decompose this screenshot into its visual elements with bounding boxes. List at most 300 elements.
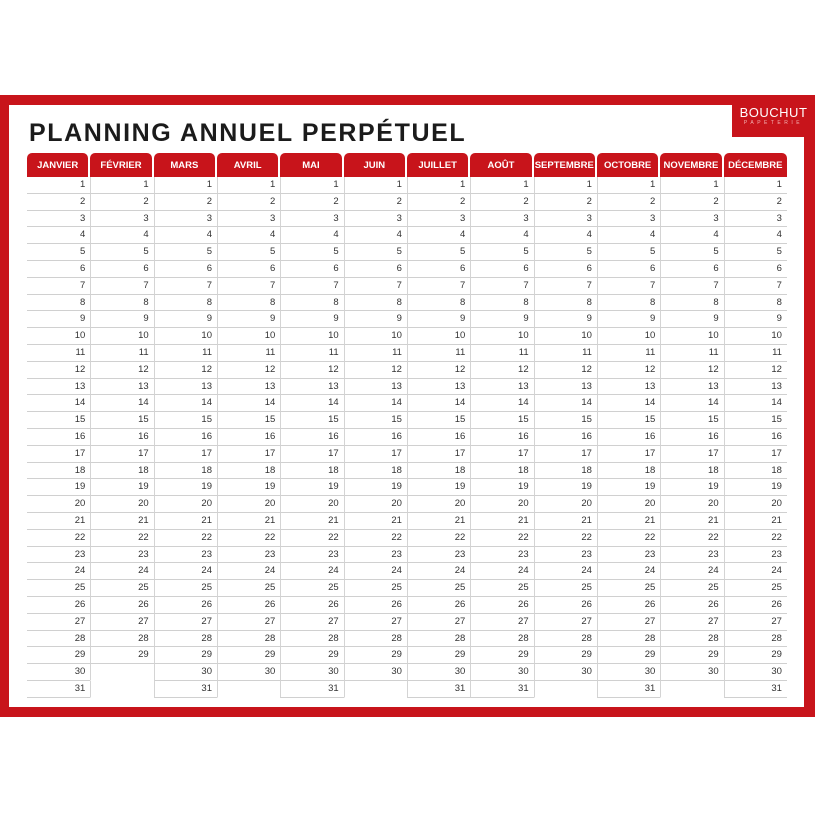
- day-cell[interactable]: 3: [217, 211, 280, 228]
- day-cell[interactable]: 2: [280, 194, 343, 211]
- day-cell[interactable]: 30: [217, 664, 280, 681]
- day-cell[interactable]: 6: [344, 261, 407, 278]
- day-cell[interactable]: 1: [90, 177, 153, 194]
- day-cell[interactable]: 30: [27, 664, 90, 681]
- day-cell[interactable]: 13: [597, 379, 660, 396]
- day-cell[interactable]: 30: [660, 664, 723, 681]
- day-cell[interactable]: 5: [154, 244, 217, 261]
- day-cell[interactable]: 25: [280, 580, 343, 597]
- day-cell[interactable]: 21: [154, 513, 217, 530]
- day-cell[interactable]: 26: [280, 597, 343, 614]
- day-cell[interactable]: 9: [597, 311, 660, 328]
- day-cell[interactable]: 10: [534, 328, 597, 345]
- day-cell[interactable]: 6: [660, 261, 723, 278]
- day-cell[interactable]: 27: [217, 614, 280, 631]
- day-cell[interactable]: 14: [280, 395, 343, 412]
- day-cell[interactable]: 9: [280, 311, 343, 328]
- day-cell[interactable]: 13: [90, 379, 153, 396]
- day-cell[interactable]: 26: [344, 597, 407, 614]
- day-cell[interactable]: 10: [724, 328, 787, 345]
- day-cell[interactable]: 7: [280, 278, 343, 295]
- day-cell[interactable]: 18: [597, 463, 660, 480]
- day-cell[interactable]: 16: [534, 429, 597, 446]
- day-cell[interactable]: 10: [344, 328, 407, 345]
- day-cell[interactable]: 30: [280, 664, 343, 681]
- day-cell[interactable]: 15: [280, 412, 343, 429]
- day-cell[interactable]: 19: [217, 479, 280, 496]
- day-cell[interactable]: 18: [534, 463, 597, 480]
- day-cell[interactable]: 25: [724, 580, 787, 597]
- day-cell[interactable]: 15: [724, 412, 787, 429]
- day-cell[interactable]: 14: [660, 395, 723, 412]
- day-cell[interactable]: 21: [90, 513, 153, 530]
- day-cell[interactable]: 2: [344, 194, 407, 211]
- day-cell[interactable]: 1: [660, 177, 723, 194]
- day-cell[interactable]: 29: [280, 647, 343, 664]
- day-cell[interactable]: 23: [660, 547, 723, 564]
- day-cell[interactable]: 8: [280, 295, 343, 312]
- day-cell[interactable]: 8: [344, 295, 407, 312]
- day-cell[interactable]: 28: [344, 631, 407, 648]
- day-cell[interactable]: 31: [280, 681, 343, 698]
- day-cell[interactable]: 28: [27, 631, 90, 648]
- day-cell[interactable]: 28: [470, 631, 533, 648]
- day-cell[interactable]: 3: [660, 211, 723, 228]
- day-cell[interactable]: 15: [27, 412, 90, 429]
- day-cell[interactable]: 6: [154, 261, 217, 278]
- day-cell[interactable]: 9: [90, 311, 153, 328]
- day-cell[interactable]: 5: [344, 244, 407, 261]
- day-cell[interactable]: 4: [407, 227, 470, 244]
- day-cell[interactable]: 23: [597, 547, 660, 564]
- day-cell[interactable]: 8: [470, 295, 533, 312]
- day-cell[interactable]: 19: [90, 479, 153, 496]
- day-cell[interactable]: 26: [217, 597, 280, 614]
- day-cell[interactable]: 4: [154, 227, 217, 244]
- day-cell[interactable]: [90, 681, 153, 698]
- day-cell[interactable]: 7: [217, 278, 280, 295]
- day-cell[interactable]: 21: [470, 513, 533, 530]
- day-cell[interactable]: 19: [154, 479, 217, 496]
- day-cell[interactable]: 16: [407, 429, 470, 446]
- day-cell[interactable]: 12: [597, 362, 660, 379]
- day-cell[interactable]: 20: [724, 496, 787, 513]
- day-cell[interactable]: 22: [407, 530, 470, 547]
- day-cell[interactable]: 12: [90, 362, 153, 379]
- day-cell[interactable]: 28: [154, 631, 217, 648]
- day-cell[interactable]: 2: [407, 194, 470, 211]
- day-cell[interactable]: 27: [344, 614, 407, 631]
- day-cell[interactable]: 13: [344, 379, 407, 396]
- day-cell[interactable]: 25: [534, 580, 597, 597]
- day-cell[interactable]: 8: [27, 295, 90, 312]
- day-cell[interactable]: 26: [724, 597, 787, 614]
- day-cell[interactable]: 17: [660, 446, 723, 463]
- day-cell[interactable]: 8: [724, 295, 787, 312]
- day-cell[interactable]: 25: [217, 580, 280, 597]
- day-cell[interactable]: 21: [407, 513, 470, 530]
- day-cell[interactable]: 22: [154, 530, 217, 547]
- day-cell[interactable]: 22: [27, 530, 90, 547]
- day-cell[interactable]: 9: [534, 311, 597, 328]
- day-cell[interactable]: 10: [280, 328, 343, 345]
- day-cell[interactable]: 7: [470, 278, 533, 295]
- day-cell[interactable]: 16: [344, 429, 407, 446]
- day-cell[interactable]: 14: [27, 395, 90, 412]
- day-cell[interactable]: 21: [534, 513, 597, 530]
- day-cell[interactable]: 22: [280, 530, 343, 547]
- day-cell[interactable]: 17: [724, 446, 787, 463]
- day-cell[interactable]: 20: [90, 496, 153, 513]
- day-cell[interactable]: 19: [660, 479, 723, 496]
- day-cell[interactable]: 27: [154, 614, 217, 631]
- day-cell[interactable]: 12: [344, 362, 407, 379]
- day-cell[interactable]: 26: [27, 597, 90, 614]
- day-cell[interactable]: 2: [154, 194, 217, 211]
- day-cell[interactable]: 10: [597, 328, 660, 345]
- day-cell[interactable]: 12: [407, 362, 470, 379]
- day-cell[interactable]: 5: [407, 244, 470, 261]
- day-cell[interactable]: 28: [217, 631, 280, 648]
- day-cell[interactable]: 24: [407, 563, 470, 580]
- day-cell[interactable]: 5: [217, 244, 280, 261]
- day-cell[interactable]: 18: [90, 463, 153, 480]
- day-cell[interactable]: 17: [407, 446, 470, 463]
- day-cell[interactable]: 28: [660, 631, 723, 648]
- day-cell[interactable]: 29: [407, 647, 470, 664]
- day-cell[interactable]: 22: [90, 530, 153, 547]
- day-cell[interactable]: 10: [407, 328, 470, 345]
- day-cell[interactable]: 16: [280, 429, 343, 446]
- day-cell[interactable]: 5: [660, 244, 723, 261]
- day-cell[interactable]: 12: [27, 362, 90, 379]
- day-cell[interactable]: 28: [280, 631, 343, 648]
- day-cell[interactable]: 15: [344, 412, 407, 429]
- day-cell[interactable]: 14: [217, 395, 280, 412]
- day-cell[interactable]: 2: [217, 194, 280, 211]
- day-cell[interactable]: 14: [534, 395, 597, 412]
- day-cell[interactable]: 20: [280, 496, 343, 513]
- day-cell[interactable]: 5: [280, 244, 343, 261]
- day-cell[interactable]: 3: [470, 211, 533, 228]
- day-cell[interactable]: 23: [344, 547, 407, 564]
- day-cell[interactable]: 29: [470, 647, 533, 664]
- day-cell[interactable]: 18: [407, 463, 470, 480]
- day-cell[interactable]: [90, 664, 153, 681]
- day-cell[interactable]: [660, 681, 723, 698]
- day-cell[interactable]: 25: [407, 580, 470, 597]
- day-cell[interactable]: 8: [217, 295, 280, 312]
- day-cell[interactable]: 9: [724, 311, 787, 328]
- day-cell[interactable]: 14: [407, 395, 470, 412]
- day-cell[interactable]: 29: [154, 647, 217, 664]
- day-cell[interactable]: 19: [344, 479, 407, 496]
- day-cell[interactable]: 30: [534, 664, 597, 681]
- day-cell[interactable]: 30: [344, 664, 407, 681]
- day-cell[interactable]: 7: [90, 278, 153, 295]
- day-cell[interactable]: 26: [154, 597, 217, 614]
- day-cell[interactable]: 4: [344, 227, 407, 244]
- day-cell[interactable]: 20: [217, 496, 280, 513]
- day-cell[interactable]: 19: [27, 479, 90, 496]
- day-cell[interactable]: 13: [470, 379, 533, 396]
- day-cell[interactable]: 27: [280, 614, 343, 631]
- day-cell[interactable]: 7: [724, 278, 787, 295]
- day-cell[interactable]: 13: [407, 379, 470, 396]
- day-cell[interactable]: 24: [27, 563, 90, 580]
- day-cell[interactable]: 28: [724, 631, 787, 648]
- day-cell[interactable]: 3: [407, 211, 470, 228]
- day-cell[interactable]: 11: [217, 345, 280, 362]
- day-cell[interactable]: 23: [724, 547, 787, 564]
- day-cell[interactable]: 20: [534, 496, 597, 513]
- day-cell[interactable]: 30: [597, 664, 660, 681]
- day-cell[interactable]: 10: [27, 328, 90, 345]
- day-cell[interactable]: 8: [534, 295, 597, 312]
- day-cell[interactable]: 22: [724, 530, 787, 547]
- day-cell[interactable]: 10: [470, 328, 533, 345]
- day-cell[interactable]: 13: [217, 379, 280, 396]
- day-cell[interactable]: 4: [27, 227, 90, 244]
- day-cell[interactable]: 26: [90, 597, 153, 614]
- day-cell[interactable]: 10: [217, 328, 280, 345]
- day-cell[interactable]: 28: [534, 631, 597, 648]
- day-cell[interactable]: 19: [724, 479, 787, 496]
- day-cell[interactable]: 18: [27, 463, 90, 480]
- day-cell[interactable]: 24: [154, 563, 217, 580]
- day-cell[interactable]: 2: [597, 194, 660, 211]
- day-cell[interactable]: 5: [27, 244, 90, 261]
- day-cell[interactable]: 1: [217, 177, 280, 194]
- day-cell[interactable]: 12: [470, 362, 533, 379]
- day-cell[interactable]: 16: [27, 429, 90, 446]
- day-cell[interactable]: 15: [90, 412, 153, 429]
- day-cell[interactable]: 8: [660, 295, 723, 312]
- day-cell[interactable]: 11: [534, 345, 597, 362]
- day-cell[interactable]: 29: [90, 647, 153, 664]
- day-cell[interactable]: 16: [470, 429, 533, 446]
- day-cell[interactable]: 20: [470, 496, 533, 513]
- day-cell[interactable]: 1: [27, 177, 90, 194]
- day-cell[interactable]: 20: [27, 496, 90, 513]
- day-cell[interactable]: 4: [217, 227, 280, 244]
- day-cell[interactable]: 27: [407, 614, 470, 631]
- day-cell[interactable]: 1: [724, 177, 787, 194]
- day-cell[interactable]: 24: [280, 563, 343, 580]
- day-cell[interactable]: 6: [27, 261, 90, 278]
- day-cell[interactable]: 5: [90, 244, 153, 261]
- day-cell[interactable]: 11: [344, 345, 407, 362]
- day-cell[interactable]: 6: [280, 261, 343, 278]
- day-cell[interactable]: 13: [154, 379, 217, 396]
- day-cell[interactable]: 20: [660, 496, 723, 513]
- day-cell[interactable]: 11: [27, 345, 90, 362]
- day-cell[interactable]: 24: [660, 563, 723, 580]
- day-cell[interactable]: 8: [90, 295, 153, 312]
- day-cell[interactable]: 1: [154, 177, 217, 194]
- day-cell[interactable]: 23: [27, 547, 90, 564]
- day-cell[interactable]: 24: [724, 563, 787, 580]
- day-cell[interactable]: 14: [724, 395, 787, 412]
- day-cell[interactable]: 23: [154, 547, 217, 564]
- day-cell[interactable]: 13: [27, 379, 90, 396]
- day-cell[interactable]: 7: [597, 278, 660, 295]
- day-cell[interactable]: 19: [534, 479, 597, 496]
- day-cell[interactable]: 8: [407, 295, 470, 312]
- day-cell[interactable]: 29: [344, 647, 407, 664]
- day-cell[interactable]: 15: [470, 412, 533, 429]
- day-cell[interactable]: 3: [280, 211, 343, 228]
- day-cell[interactable]: 3: [154, 211, 217, 228]
- day-cell[interactable]: 28: [90, 631, 153, 648]
- day-cell[interactable]: 2: [660, 194, 723, 211]
- day-cell[interactable]: 25: [154, 580, 217, 597]
- day-cell[interactable]: 17: [470, 446, 533, 463]
- day-cell[interactable]: 27: [27, 614, 90, 631]
- day-cell[interactable]: 21: [724, 513, 787, 530]
- day-cell[interactable]: 17: [534, 446, 597, 463]
- day-cell[interactable]: 29: [534, 647, 597, 664]
- day-cell[interactable]: 14: [597, 395, 660, 412]
- day-cell[interactable]: 22: [344, 530, 407, 547]
- day-cell[interactable]: 12: [154, 362, 217, 379]
- day-cell[interactable]: 21: [597, 513, 660, 530]
- day-cell[interactable]: 16: [90, 429, 153, 446]
- day-cell[interactable]: 13: [280, 379, 343, 396]
- day-cell[interactable]: 21: [280, 513, 343, 530]
- day-cell[interactable]: 27: [90, 614, 153, 631]
- day-cell[interactable]: 26: [470, 597, 533, 614]
- day-cell[interactable]: 20: [154, 496, 217, 513]
- day-cell[interactable]: 17: [217, 446, 280, 463]
- day-cell[interactable]: 11: [90, 345, 153, 362]
- day-cell[interactable]: 21: [344, 513, 407, 530]
- day-cell[interactable]: 12: [724, 362, 787, 379]
- day-cell[interactable]: 26: [534, 597, 597, 614]
- day-cell[interactable]: 26: [597, 597, 660, 614]
- day-cell[interactable]: 25: [27, 580, 90, 597]
- day-cell[interactable]: 1: [470, 177, 533, 194]
- day-cell[interactable]: 18: [280, 463, 343, 480]
- day-cell[interactable]: 10: [660, 328, 723, 345]
- day-cell[interactable]: 16: [154, 429, 217, 446]
- day-cell[interactable]: 22: [660, 530, 723, 547]
- day-cell[interactable]: 31: [470, 681, 533, 698]
- day-cell[interactable]: 2: [724, 194, 787, 211]
- day-cell[interactable]: 4: [597, 227, 660, 244]
- day-cell[interactable]: 27: [597, 614, 660, 631]
- day-cell[interactable]: 24: [597, 563, 660, 580]
- day-cell[interactable]: 22: [470, 530, 533, 547]
- day-cell[interactable]: 30: [407, 664, 470, 681]
- day-cell[interactable]: 5: [534, 244, 597, 261]
- day-cell[interactable]: 13: [534, 379, 597, 396]
- day-cell[interactable]: 31: [407, 681, 470, 698]
- day-cell[interactable]: 24: [217, 563, 280, 580]
- day-cell[interactable]: 18: [724, 463, 787, 480]
- day-cell[interactable]: 7: [660, 278, 723, 295]
- day-cell[interactable]: 15: [534, 412, 597, 429]
- day-cell[interactable]: 21: [217, 513, 280, 530]
- day-cell[interactable]: 13: [724, 379, 787, 396]
- day-cell[interactable]: 27: [534, 614, 597, 631]
- day-cell[interactable]: 28: [407, 631, 470, 648]
- day-cell[interactable]: 15: [407, 412, 470, 429]
- day-cell[interactable]: 1: [280, 177, 343, 194]
- day-cell[interactable]: 25: [660, 580, 723, 597]
- day-cell[interactable]: 17: [344, 446, 407, 463]
- day-cell[interactable]: 23: [90, 547, 153, 564]
- day-cell[interactable]: 23: [534, 547, 597, 564]
- day-cell[interactable]: 11: [724, 345, 787, 362]
- day-cell[interactable]: 3: [534, 211, 597, 228]
- day-cell[interactable]: 9: [27, 311, 90, 328]
- day-cell[interactable]: 9: [660, 311, 723, 328]
- day-cell[interactable]: 29: [597, 647, 660, 664]
- day-cell[interactable]: 9: [407, 311, 470, 328]
- day-cell[interactable]: 18: [154, 463, 217, 480]
- day-cell[interactable]: 16: [597, 429, 660, 446]
- day-cell[interactable]: 26: [407, 597, 470, 614]
- day-cell[interactable]: 28: [597, 631, 660, 648]
- day-cell[interactable]: 5: [724, 244, 787, 261]
- day-cell[interactable]: 16: [217, 429, 280, 446]
- day-cell[interactable]: 7: [344, 278, 407, 295]
- day-cell[interactable]: 12: [660, 362, 723, 379]
- day-cell[interactable]: 18: [217, 463, 280, 480]
- day-cell[interactable]: 22: [534, 530, 597, 547]
- day-cell[interactable]: 1: [534, 177, 597, 194]
- day-cell[interactable]: 23: [217, 547, 280, 564]
- day-cell[interactable]: 3: [90, 211, 153, 228]
- day-cell[interactable]: 9: [344, 311, 407, 328]
- day-cell[interactable]: 1: [344, 177, 407, 194]
- day-cell[interactable]: 2: [534, 194, 597, 211]
- day-cell[interactable]: 20: [344, 496, 407, 513]
- day-cell[interactable]: 11: [660, 345, 723, 362]
- day-cell[interactable]: 3: [597, 211, 660, 228]
- day-cell[interactable]: 23: [407, 547, 470, 564]
- day-cell[interactable]: 17: [154, 446, 217, 463]
- day-cell[interactable]: 18: [344, 463, 407, 480]
- day-cell[interactable]: [344, 681, 407, 698]
- day-cell[interactable]: 26: [660, 597, 723, 614]
- day-cell[interactable]: 11: [154, 345, 217, 362]
- day-cell[interactable]: 15: [154, 412, 217, 429]
- day-cell[interactable]: 7: [407, 278, 470, 295]
- day-cell[interactable]: 4: [90, 227, 153, 244]
- day-cell[interactable]: 17: [597, 446, 660, 463]
- day-cell[interactable]: 29: [724, 647, 787, 664]
- day-cell[interactable]: 22: [217, 530, 280, 547]
- day-cell[interactable]: 7: [27, 278, 90, 295]
- day-cell[interactable]: 7: [534, 278, 597, 295]
- day-cell[interactable]: 14: [344, 395, 407, 412]
- day-cell[interactable]: 25: [344, 580, 407, 597]
- day-cell[interactable]: 10: [154, 328, 217, 345]
- day-cell[interactable]: 6: [534, 261, 597, 278]
- day-cell[interactable]: 27: [660, 614, 723, 631]
- day-cell[interactable]: 9: [154, 311, 217, 328]
- day-cell[interactable]: 31: [724, 681, 787, 698]
- day-cell[interactable]: 11: [407, 345, 470, 362]
- day-cell[interactable]: 8: [597, 295, 660, 312]
- day-cell[interactable]: 4: [660, 227, 723, 244]
- day-cell[interactable]: 31: [154, 681, 217, 698]
- day-cell[interactable]: 10: [90, 328, 153, 345]
- day-cell[interactable]: 3: [27, 211, 90, 228]
- day-cell[interactable]: 24: [470, 563, 533, 580]
